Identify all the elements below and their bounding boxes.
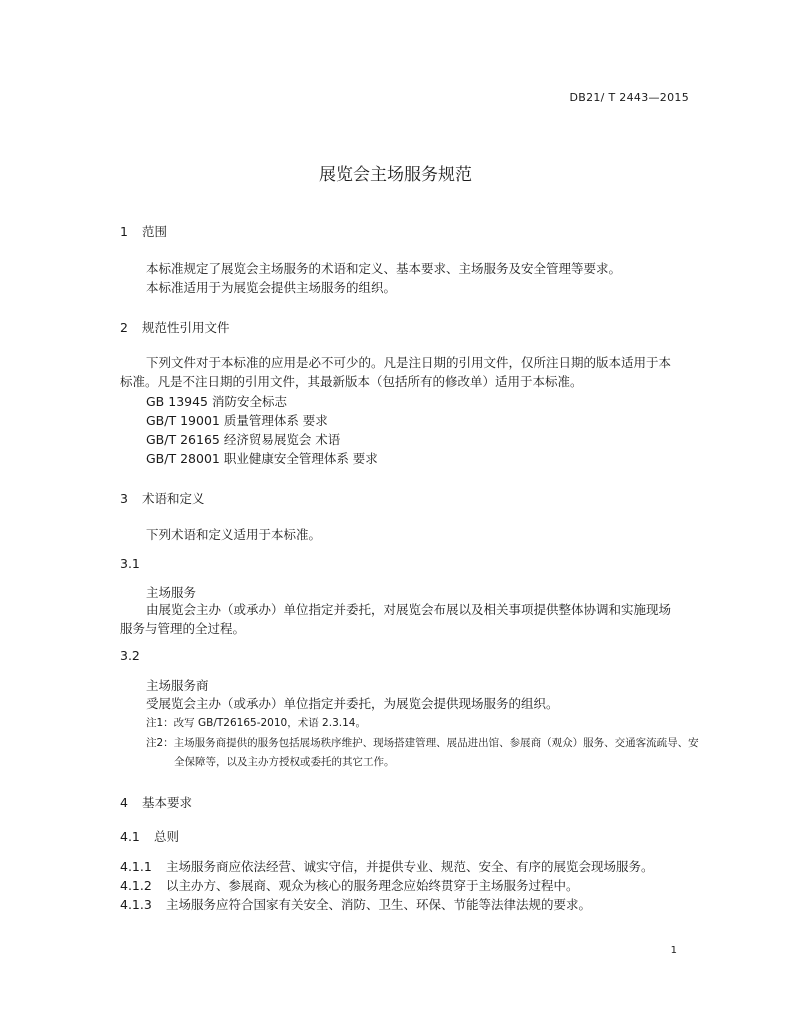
clause-number: 4.1.2: [120, 878, 152, 893]
section-title: 术语和定义: [142, 491, 205, 506]
section-number: 2: [120, 320, 128, 335]
clause: [120, 876, 579, 894]
paragraph: 本标准适用于为展览会提供主场服务的组织。: [146, 280, 397, 295]
reference-item: GB/T 19001 质量管理体系 要求: [146, 413, 328, 428]
term-name: 主场服务商: [146, 678, 209, 693]
clause-text: 以主办方、参展商、观众为核心的服务理念应始终贯穿于主场服务过程中。: [166, 878, 579, 893]
section-title: 规范性引用文件: [142, 320, 230, 335]
paragraph: 本标准规定了展览会主场服务的术语和定义、基本要求、主场服务及安全管理等要求。: [146, 261, 622, 276]
section-heading-3: [120, 489, 205, 507]
term-definition: 由展览会主办（或承办）单位指定并委托，对展览会布展以及相关事项提供整体协调和实施现场服务与管理的全过程。: [120, 602, 672, 636]
section-number: 1: [120, 224, 128, 239]
term-name: 主场服务: [146, 585, 197, 600]
term-definition: 受展览会主办（或承办）单位指定并委托，为展览会提供现场服务的组织。: [146, 696, 559, 711]
paragraph: 下列术语和定义适用于本标准。: [146, 527, 322, 542]
term-number: 3.2: [120, 648, 140, 663]
paragraph: 下列文件对于本标准的应用是必不可少的。凡是注日期的引用文件，仅所注日期的版本适用于本标准。凡是不注日期的引用文件，其最新版本（包括所有的修改单）适用于本标准。: [120, 355, 672, 389]
section-heading-2: [120, 318, 230, 336]
clause-number: 4.1.1: [120, 859, 152, 874]
subsection-heading: [120, 827, 179, 845]
clause-number: 4.1.3: [120, 897, 152, 912]
reference-item: GB 13945 消防安全标志: [146, 394, 287, 409]
section-title: 范围: [142, 224, 168, 239]
reference-item: GB/T 28001 职业健康安全管理体系 要求: [146, 451, 378, 466]
document-title: 展览会主场服务规范: [319, 165, 472, 185]
subsection-title: 总则: [154, 829, 180, 844]
term-number: 3.1: [120, 556, 140, 571]
section-heading-4: [120, 793, 192, 811]
clause: [120, 895, 591, 913]
section-number: 3: [120, 491, 128, 506]
page-number: 1: [670, 945, 677, 956]
note: 注1：改写 GB/T26165-2010，术语 2.3.14。: [146, 717, 366, 729]
section-heading-1: [120, 222, 167, 240]
reference-item: GB/T 26165 经济贸易展览会 术语: [146, 432, 341, 447]
section-number: 4: [120, 795, 128, 810]
note: 注2：主场服务商提供的服务包括展场秩序维护、现场搭建管理、展品进出馆、参展商（观众）服务、交通客流疏导、安全保障等，以及主办方授权或委托的其它工作。: [146, 737, 699, 768]
standard-code: DB21/ T 2443—2015: [569, 91, 689, 104]
section-title: 基本要求: [142, 795, 193, 810]
subsection-number: 4.1: [120, 829, 140, 844]
clause: [120, 857, 654, 875]
clause-text: 主场服务商应依法经营、诚实守信，并提供专业、规范、安全、有序的展览会现场服务。: [166, 859, 654, 874]
clause-text: 主场服务应符合国家有关安全、消防、卫生、环保、节能等法律法规的要求。: [166, 897, 592, 912]
